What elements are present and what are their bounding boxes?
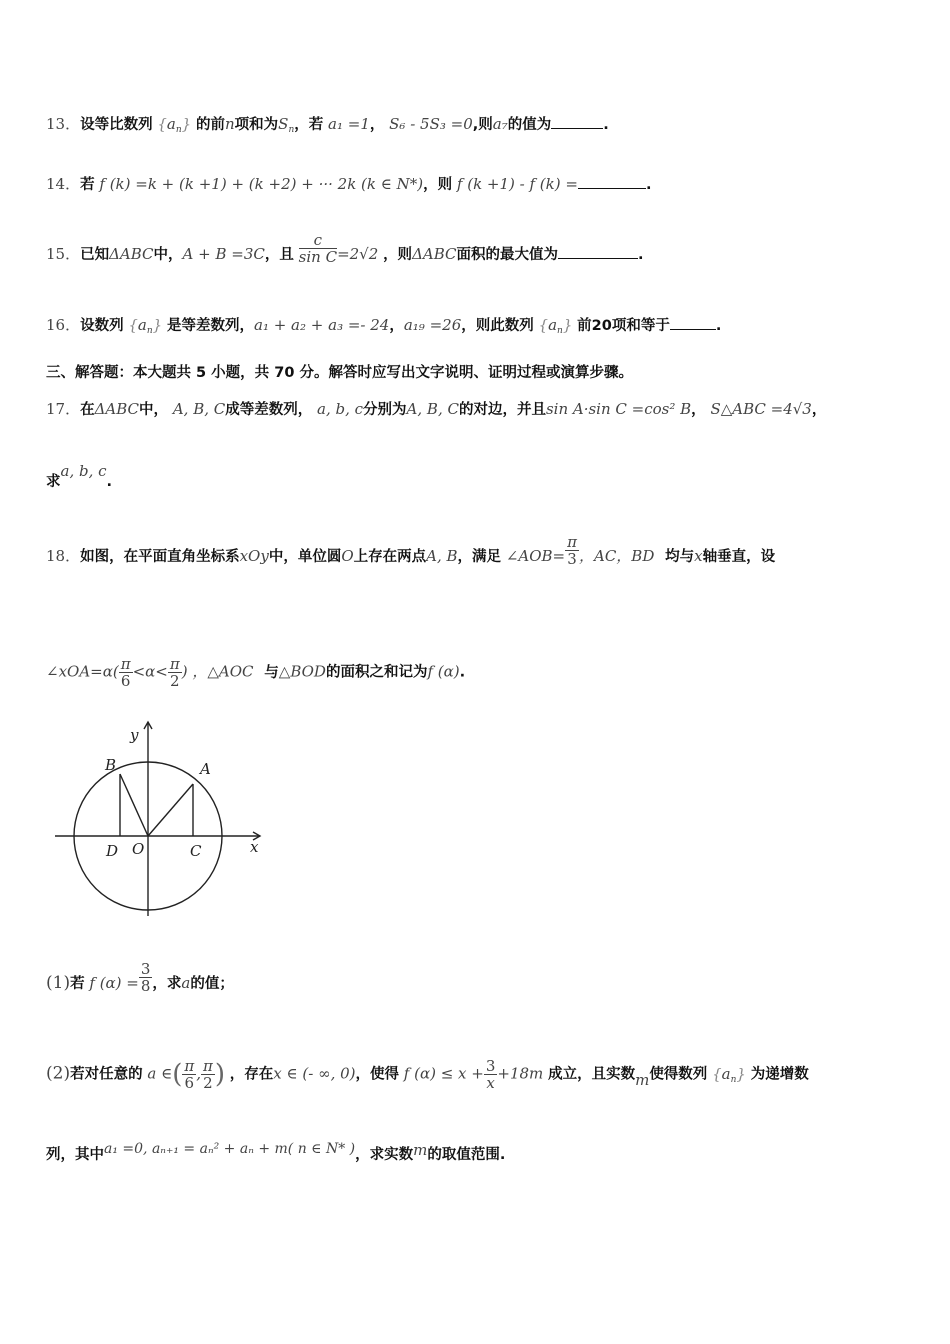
section-heading: 三、解答题：本大题共 5 小题，共 70 分。解答时应写出文字说明、证明过程或演算步骤。 bbox=[46, 365, 633, 381]
label-O: O bbox=[132, 840, 145, 858]
question-17: 17．在ΔABC中， A, B, C成等差数列， a, b, c分别为A, B, C的对边，并且sin A·sin C =cos² B， S△ABC =4√3， bbox=[46, 400, 827, 418]
unit-circle-diagram bbox=[50, 718, 270, 928]
label-A: A bbox=[200, 760, 211, 778]
answer-blank[interactable] bbox=[670, 317, 716, 330]
question-16: 16．设数列 $\{a_n\}$ 是等差数列，a₁ + a₂ + a₃ =- 24，a₁₉ =26，则此数列 $\{a_n\}$ 前20项和等于 . bbox=[46, 316, 722, 336]
part-2: (2)若对任意的 a ∈( $\frac{\pi}{6}$ , $\frac{\pi}{2}$ ) ，存在x ∈ (- ∞, 0)，使得 f (α) ≤ x + $\frac{3}{x}$ +18m 成立，且实数m使得数列 $\{a_n\}$ 为递增数 bbox=[46, 1057, 809, 1092]
question-number: 16． bbox=[46, 316, 81, 334]
part-2-line2: 列，其中a₁ =0, aₙ₊₁ = aₙ² + aₙ + m( n ∈ N* )，求实数m的取值范围. bbox=[46, 1141, 506, 1163]
question-17-line2: 求a, b, c. bbox=[46, 462, 113, 490]
unit-circle-figure bbox=[50, 718, 270, 932]
question-number: 14． bbox=[46, 175, 81, 193]
label-x: x bbox=[250, 838, 259, 856]
question-number: 13． bbox=[46, 115, 81, 133]
label-B: B bbox=[105, 756, 117, 774]
question-18: 18．如图，在平面直角坐标系xOy中，单位圆O上存在两点A, B，满足 ∠AOB= $\frac{\pi}{3}$ ，AC，BD 均与x轴垂直，设 bbox=[46, 532, 776, 568]
question-number: 18． bbox=[46, 547, 81, 565]
part-1: (1)若 f (α) = $\frac{3}{8}$ ，求a的值； bbox=[46, 959, 234, 995]
question-15: 15．已知ΔABC中，A + B =3C，且 $\frac{c}{\text{sin C}}$ =2√2 ，则ΔABC面积的最大值为 . bbox=[46, 230, 644, 266]
answer-blank[interactable] bbox=[578, 176, 646, 189]
question-14: 14．若 f (k) =k + (k +1) + (k +2) + ··· 2k (k ∈ N*)，则 f (k +1) - f (k) = . bbox=[46, 175, 652, 193]
fraction-c-over-sinc: $\frac{c}{\text{sin C}}$ bbox=[298, 230, 338, 266]
label-C: C bbox=[190, 842, 202, 860]
label-y: y bbox=[130, 726, 139, 744]
segment-OB bbox=[120, 774, 148, 836]
label-D: D bbox=[106, 842, 119, 860]
answer-blank[interactable] bbox=[551, 116, 603, 129]
segment-OA bbox=[148, 784, 193, 836]
question-number: 15． bbox=[46, 245, 81, 263]
question-13: 13．设等比数列 $\{a_n\}$ 的前n项和为$S_n$，若 a₁ =1， S₆ - 5S₃ =0,则a₇的值为 . bbox=[46, 115, 609, 135]
question-18-line2: ∠xOA=α( $\frac{\pi}{6}$ <α< $\frac{\pi}{2}$ ) ，△AOC 与△BOD的面积之和记为f (α). bbox=[46, 655, 466, 690]
answer-blank[interactable] bbox=[558, 246, 638, 259]
question-number: 17． bbox=[46, 400, 81, 418]
